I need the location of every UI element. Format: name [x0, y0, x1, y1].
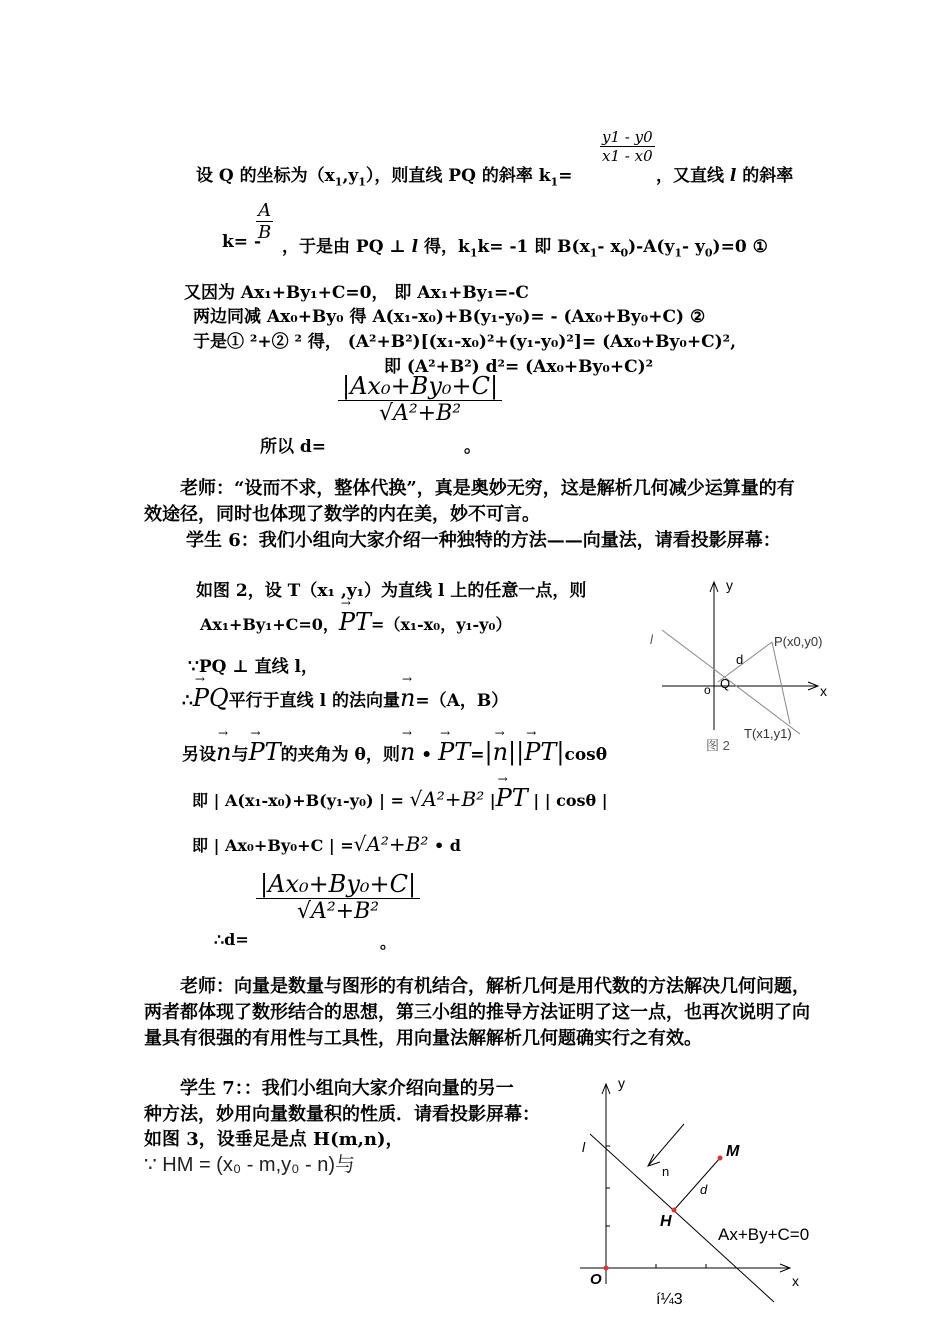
text: √A²+B² [353, 832, 429, 856]
fig3-point-m [718, 1156, 723, 1161]
text [339, 608, 371, 636]
fig2-p-label: P(x0,y0) [774, 634, 823, 649]
text: ,y [342, 166, 359, 186]
text: 设 Q 的坐标为（x [196, 166, 335, 186]
text [193, 684, 229, 712]
k-denominator: B [258, 222, 272, 243]
text: 的斜率 [736, 166, 794, 186]
derivation-b-period: 。 [380, 933, 397, 952]
text: )-A(y [628, 237, 675, 257]
text: l [729, 166, 737, 186]
derivation-b-line4 [182, 684, 508, 712]
text: 另设 [182, 745, 216, 765]
distance-fraction-a [338, 372, 502, 426]
derivation-a-line2 [222, 232, 261, 252]
fraction-denominator: √A²+B² [378, 401, 462, 426]
text: → n [400, 738, 415, 766]
text: 得，k [418, 237, 470, 257]
fig3-m-label: M [726, 1143, 740, 1160]
fraction-denominator: √A²+B² [296, 899, 380, 924]
text: | | cosθ | [533, 791, 608, 810]
figure-3-diagram [570, 1074, 840, 1314]
derivation-a-line5: 于是① ²+② ² 得， (A²+B²)[(x₁-x₀)²+(y₁-y₀)²]= (Ax₀+By₀+C)², [193, 332, 737, 352]
figure-2-diagram [640, 570, 840, 760]
text: → n [493, 738, 508, 766]
fig2-caption: 图 2 [706, 738, 730, 753]
teacher-comment-1: 老师：“设而不求，整体代换”，真是奥妙无穷，这是解析几何减少运算量的有效途径，同时也体现了数学的内在美，妙不可言。 [144, 478, 795, 525]
student7-line4: ∵ HM = (x₀ - m,y₀ - n)与 [144, 1154, 355, 1176]
fig3-segment-hm [674, 1158, 720, 1210]
fig2-t-label: T(x1,y1) [744, 726, 792, 741]
text [400, 684, 415, 712]
slope-numerator: y1 - y0 [602, 128, 653, 146]
student7-line1: 学生 7：：我们小组向大家介绍向量的另一 [180, 1078, 514, 1099]
fig3-y-label: y [618, 1075, 625, 1091]
fig3-n-label: n [662, 1164, 670, 1179]
derivation-b-line2 [200, 608, 511, 636]
student7-line3: 如图 3，设垂足是点 H(m,n)， [144, 1129, 404, 1150]
fig3-d-label: d [700, 1182, 708, 1197]
fig2-o-label: o [704, 683, 711, 697]
derivation-b-line6: 即 | A(x₁-x₀)+B(y₁-y₀) | = √A²+B² |→ PT | | cosθ | [192, 784, 608, 812]
text: → PT [438, 738, 470, 766]
fig3-point-o [604, 1266, 609, 1271]
derivation-a-line2b: ，于是由 PQ ⊥ l 得，$k_1k= -1$ 即 $B(x_1-$ $x_0)-A(y_1-$ $y_0)=0$ ① [282, 237, 768, 260]
text: cosθ [564, 745, 608, 765]
text: • d [433, 836, 461, 855]
text: → PT [248, 738, 280, 766]
fig3-o-label: O [590, 1271, 602, 1288]
text: ，又直线 [656, 166, 730, 186]
derivation-b-line5 [182, 738, 607, 766]
text: )=0 ① [712, 237, 768, 257]
derivation-b-line3: ∵PQ ⊥ 直线 l， [188, 657, 318, 677]
text: - x [597, 237, 621, 257]
text: ），则直线 PQ 的斜率 k [365, 166, 551, 186]
text: 与 [231, 745, 249, 765]
k-numerator: A [256, 200, 273, 222]
text: ∴ [182, 691, 193, 711]
fig3-h-label: H [660, 1213, 672, 1230]
text: → n [400, 684, 415, 712]
text: → PQ [193, 684, 229, 712]
text: k= - [222, 232, 261, 252]
derivation-b-line8: ∴d= [214, 930, 249, 949]
slope-denominator: x1 - x0 [602, 147, 653, 165]
derivation-a-line4: 两边同减 Ax₀+By₀ 得 A(x₁-x₀)+B(y₁-y₀)= - (Ax₀+By₀+C) ② [193, 307, 706, 327]
derivation-b-line7 [192, 832, 461, 856]
student6-intro: 学生 6：我们小组向大家介绍一种独特的方法——向量法，请看投影屏幕： [186, 530, 781, 551]
text: √A²+B² [409, 787, 485, 811]
fig3-caption: í¼3 [656, 1291, 683, 1308]
text: k= -1 即 B(x [477, 237, 590, 257]
teacher-comment-2: 老师：向量是数量与图形的有机结合，解析几何是用代数的方法解决几何问题，两者都体现了数形结合的思想，第三小组的推导方法证明了这一点，也再次说明了向量具有很强的有用性与工具性，用向量法解解析几何题确实行之有效。 [144, 976, 810, 1049]
text: → PT [496, 784, 528, 812]
fig2-d-label: d [736, 652, 744, 667]
fig2-y-label: y [726, 577, 733, 593]
fig3-l-label: l [582, 1139, 586, 1155]
text: 的夹角为 θ，则 [280, 745, 400, 765]
text [248, 738, 280, 766]
derivation-b-line1: 如图 2，设 T（x₁ ,y₁）为直线 l 上的任意一点，则 [196, 581, 587, 601]
text: =（A，B） [415, 691, 509, 711]
distance-fraction-b [256, 870, 420, 924]
text: Ax₁+By₁+C=0， [200, 615, 339, 634]
student7-line2: 种方法，妙用向量数量积的性质．请看投影屏幕： [144, 1104, 540, 1125]
derivation-a-line6: 即 (A²+B²) d²= (Ax₀+By₀+C)² [384, 357, 654, 377]
text [216, 738, 231, 766]
derivation-a-period: 。 [464, 437, 481, 457]
slope-fraction [600, 128, 655, 165]
derivation-a-line7 [260, 432, 326, 457]
text: - y [682, 237, 705, 257]
fig3-normal-vector [648, 1124, 684, 1166]
fig3-line-equation: Ax+By+C=0 [718, 1225, 810, 1244]
fig3-line-l [590, 1134, 774, 1302]
text [400, 738, 415, 766]
fig2-x-label: x [820, 683, 827, 699]
text [438, 738, 470, 766]
text: → n [216, 738, 231, 766]
derivation-a-line1-end [656, 161, 793, 186]
text: 平行于直线 l 的法向量 [228, 691, 400, 711]
text [496, 784, 528, 812]
fig2-q-label: Q [720, 676, 731, 691]
derivation-a-line3: 又因为 Ax₁+By₁+C=0， 即 Ax₁+By₁=-C [184, 283, 529, 303]
text: 即 | A(x₁-x₀)+B(y₁-y₀) | = [192, 791, 404, 810]
text: =（x₁-x₀，y₁-y₀） [371, 615, 512, 634]
fraction-numerator: |Ax₀+By₀+C| [256, 870, 420, 899]
fig3-x-label: x [792, 1273, 799, 1289]
fraction-numerator: |Ax₀+By₀+C| [338, 372, 502, 401]
text: 即 | Ax₀+By₀+C | = [192, 836, 354, 855]
text: • [421, 745, 433, 765]
text: → PT [339, 608, 371, 636]
text: ，于是由 PQ ⊥ [282, 237, 412, 257]
text: → PT [524, 738, 556, 766]
fig2-segment-pt [772, 642, 790, 724]
text: l [411, 237, 419, 257]
text: = [470, 745, 485, 765]
fig2-l-label: l [650, 632, 653, 647]
text: |→ n||→ PT| [484, 738, 564, 766]
fig3-point-h [672, 1208, 677, 1213]
text: 所以 d= [260, 437, 327, 457]
derivation-a-line1: 设 Q 的坐标为$(x_1,y_1)$，则直线 PQ 的斜率 $k_1=$ [196, 166, 573, 189]
text: = [558, 166, 573, 186]
